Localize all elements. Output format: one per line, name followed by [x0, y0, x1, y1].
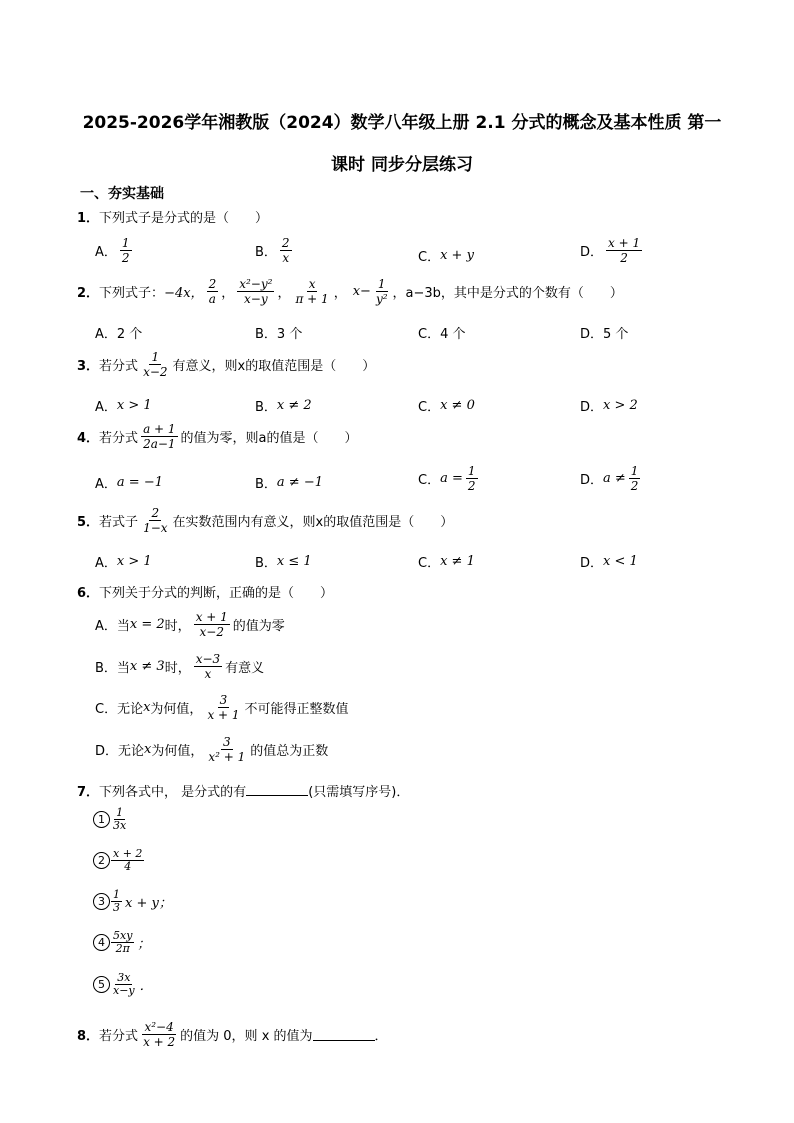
numerator: 2 [281, 236, 290, 250]
denominator: a [208, 292, 216, 306]
option-text: A．当 [95, 619, 130, 634]
question-8 [77, 1020, 388, 1049]
option-text: C．无论 [95, 702, 144, 717]
question-2 [77, 277, 623, 306]
q2-option-c[interactable] [418, 323, 465, 342]
option-text: D．无论 [95, 744, 145, 759]
question-number: 5． [77, 515, 100, 530]
numerator: 3 [219, 693, 228, 707]
math-expression: −4x， [164, 286, 204, 301]
answer-blank[interactable] [246, 783, 308, 796]
fraction [206, 735, 247, 764]
numerator: x²−4 [144, 1020, 174, 1034]
q2-option-d[interactable] [580, 323, 628, 342]
q7-item [93, 972, 153, 997]
denominator: 3x [113, 819, 127, 832]
fraction [111, 930, 134, 955]
numerator: 1 [113, 888, 120, 901]
question-number: 2． [77, 286, 100, 301]
option-text: 时， [164, 661, 191, 676]
q1-option-d[interactable] [580, 236, 645, 265]
question-tail: ，a−3b，其中是分式的个数有（ ） [392, 286, 623, 301]
numerator: 1 [151, 350, 160, 364]
item-number-circle: 5 [93, 976, 110, 993]
item-number-circle: 1 [93, 811, 110, 828]
question-mid: 的值为 0，则 x 的值为 [180, 1029, 313, 1044]
math-expression: a = [440, 471, 463, 486]
numerator: x + 1 [195, 610, 228, 624]
denominator: 2 [620, 251, 628, 265]
option-text: 的值总为正数 [250, 744, 329, 759]
q1-option-a[interactable] [95, 236, 135, 265]
q1-option-c[interactable] [418, 246, 474, 265]
question-pre: 若分式 [99, 359, 139, 374]
option-label: D． [580, 400, 604, 415]
fraction [141, 422, 177, 451]
q3-option-d[interactable] [580, 396, 638, 415]
option-text: 时， [164, 619, 191, 634]
math-expression: x [144, 742, 152, 757]
q7-item [93, 848, 147, 873]
math-expression: x ≠ 0 [440, 398, 475, 413]
item-tail: ． [139, 979, 153, 994]
numerator: 1 [377, 277, 386, 291]
denominator: 2 [467, 479, 476, 493]
q2-option-b[interactable] [255, 323, 302, 342]
fraction [293, 277, 330, 306]
fraction [141, 506, 169, 535]
section-heading: 一、夯实基础 [80, 186, 164, 202]
item-number-circle: 3 [93, 893, 110, 910]
numerator: x + 1 [608, 236, 641, 250]
q2-option-a[interactable] [95, 323, 142, 342]
question-post: 在实数范围内有意义，则x的取值范围是（ ） [172, 515, 454, 530]
fraction [111, 889, 122, 914]
option-label: C． [418, 473, 441, 488]
math-expression: x = 2 [129, 617, 165, 632]
option-label: C． [418, 556, 441, 571]
question-number: 6． [77, 586, 100, 601]
denominator: 2π [115, 942, 130, 955]
q4-option-a[interactable] [95, 473, 163, 492]
question-5 [77, 506, 453, 535]
item-tail: ； [137, 937, 151, 952]
option-label: D． [580, 556, 604, 571]
denominator: x−2 [199, 625, 224, 639]
fraction [194, 652, 222, 681]
denominator: 3 [113, 901, 120, 914]
numerator: a + 1 [143, 422, 176, 436]
numerator: 3x [117, 971, 131, 984]
fraction [606, 236, 642, 265]
question-3 [77, 350, 375, 379]
option-label: A． [95, 245, 117, 260]
q4-option-c[interactable] [418, 464, 481, 493]
q5-option-a[interactable] [95, 552, 152, 571]
question-1 [77, 207, 268, 226]
denominator: x² + 1 [208, 750, 246, 764]
numerator: 3 [223, 735, 231, 749]
numerator: 1 [121, 236, 130, 250]
item-number-circle: 2 [93, 852, 110, 869]
question-number: 8． [77, 1029, 100, 1044]
option-text: 有意义 [225, 661, 265, 676]
option-text: 为何值， [151, 744, 204, 759]
item-tail: x + y； [125, 896, 172, 911]
fraction [207, 277, 219, 306]
numerator: x−3 [195, 652, 221, 666]
denominator: 1−x [143, 521, 168, 535]
math-expression: a = −1 [116, 475, 163, 490]
option-label: B． [255, 477, 277, 492]
separator: ， [277, 286, 291, 301]
question-6 [77, 582, 333, 601]
answer-blank[interactable] [313, 1028, 375, 1041]
option-label: B． [255, 245, 277, 260]
fraction [141, 350, 169, 379]
denominator: x−2 [143, 365, 168, 379]
q6-option-b[interactable] [95, 652, 264, 681]
q5-option-c[interactable] [418, 552, 475, 571]
separator: ， [333, 286, 347, 301]
numerator: 2 [208, 277, 217, 291]
option-text: B．3 个 [255, 327, 303, 342]
question-lead: 下列式子： [99, 286, 165, 301]
option-label: D． [580, 245, 604, 260]
option-label: A． [95, 556, 117, 571]
question-post: ． [374, 1029, 388, 1044]
math-expression: x > 1 [116, 398, 152, 413]
math-expression: x > 2 [603, 398, 638, 413]
q3-option-b[interactable] [255, 396, 312, 415]
math-expression: x > 1 [116, 554, 152, 569]
q6-option-a[interactable] [95, 610, 285, 639]
option-text: 的值为零 [232, 619, 285, 634]
option-text: D．5 个 [580, 327, 629, 342]
math-expression: x [143, 700, 151, 715]
q7-item [93, 807, 131, 832]
option-text: A．2 个 [95, 327, 143, 342]
math-expression: x ≠ 2 [276, 398, 312, 413]
option-label: B． [255, 400, 277, 415]
question-4 [77, 422, 358, 451]
q6-option-d[interactable] [95, 735, 328, 764]
fraction [466, 464, 478, 493]
denominator: 2a−1 [143, 437, 176, 451]
question-pre: 若分式 [99, 431, 139, 446]
question-7 [77, 781, 409, 800]
math-expression: x ≠ 1 [440, 554, 475, 569]
q5-option-d[interactable] [580, 552, 638, 571]
question-number: 1． [77, 211, 100, 226]
fraction [194, 610, 230, 639]
option-label: A． [95, 477, 117, 492]
option-label: C． [418, 250, 441, 265]
numerator: 2 [151, 506, 160, 520]
fraction [237, 277, 274, 306]
question-number: 4． [77, 431, 100, 446]
option-text: 不可能得正整数值 [244, 702, 349, 717]
fraction [374, 277, 390, 306]
question-post: 的值为零，则a的值是（ ） [180, 431, 358, 446]
question-stem: 下列式子是分式的是（ ） [99, 211, 269, 226]
fraction [111, 972, 137, 997]
option-label: C． [418, 400, 441, 415]
math-expression: x− [352, 284, 371, 299]
doc-title-line1: 2025-2026学年湘教版（2024）数学八年级上册 2.1 分式的概念及基本性质 第一 [82, 113, 722, 133]
denominator: x + 1 [207, 708, 240, 722]
q7-item [93, 889, 172, 914]
option-label: D． [580, 473, 604, 488]
fraction [280, 236, 292, 265]
numerator: 1 [467, 464, 476, 478]
q4-option-d[interactable] [580, 464, 643, 493]
denominator: 2 [630, 479, 639, 493]
denominator: x−y [244, 292, 268, 306]
option-label: A． [95, 400, 117, 415]
numerator: x + 2 [113, 847, 143, 860]
denominator: x [204, 667, 212, 681]
math-expression: x ≠ 3 [129, 659, 165, 674]
question-stem: 下列关于分式的判断，正确的是（ ） [99, 586, 334, 601]
numerator: x [308, 277, 316, 291]
option-text: 为何值， [150, 702, 203, 717]
denominator: π + 1 [295, 292, 329, 306]
q5-option-b[interactable] [255, 552, 312, 571]
item-number-circle: 4 [93, 934, 110, 951]
question-post: 有意义，则x的取值范围是（ ） [172, 359, 376, 374]
fraction [205, 693, 241, 722]
denominator: 4 [124, 860, 132, 873]
denominator: x−y [113, 984, 135, 997]
numerator: 1 [116, 806, 124, 819]
question-post: (只需填写序号)． [308, 785, 410, 800]
fraction [629, 464, 641, 493]
option-label: B． [255, 556, 277, 571]
question-pre: 下列各式中， 是分式的有 [99, 785, 247, 800]
fraction [120, 236, 132, 265]
q3-option-c[interactable] [418, 396, 475, 415]
q7-item [93, 930, 150, 955]
fraction [111, 848, 144, 873]
question-pre: 若分式 [99, 1029, 139, 1044]
fraction [111, 807, 128, 832]
question-number: 3． [77, 359, 100, 374]
numerator: 1 [630, 464, 639, 478]
numerator: 5xy [113, 929, 133, 942]
denominator: 2 [121, 251, 130, 265]
option-text: B．当 [95, 661, 130, 676]
denominator: x + 2 [143, 1035, 176, 1049]
separator: ， [221, 286, 235, 301]
q1-option-b[interactable] [255, 236, 295, 265]
denominator: y² [375, 292, 388, 306]
math-expression: x < 1 [603, 554, 638, 569]
numerator: x²−y² [239, 277, 273, 291]
question-number: 7． [77, 785, 100, 800]
math-expression: a ≠ [603, 471, 626, 486]
question-pre: 若式子 [99, 515, 139, 530]
option-text: C．4 个 [418, 327, 466, 342]
math-expression: x + y [440, 248, 474, 263]
q4-option-b[interactable] [255, 473, 323, 492]
denominator: x [282, 251, 290, 265]
q6-option-c[interactable] [95, 693, 349, 722]
math-expression: a ≠ −1 [276, 475, 323, 490]
math-expression: x ≤ 1 [276, 554, 312, 569]
doc-title-line2: 课时 同步分层练习 [331, 155, 473, 175]
fraction [141, 1020, 177, 1049]
q3-option-a[interactable] [95, 396, 152, 415]
